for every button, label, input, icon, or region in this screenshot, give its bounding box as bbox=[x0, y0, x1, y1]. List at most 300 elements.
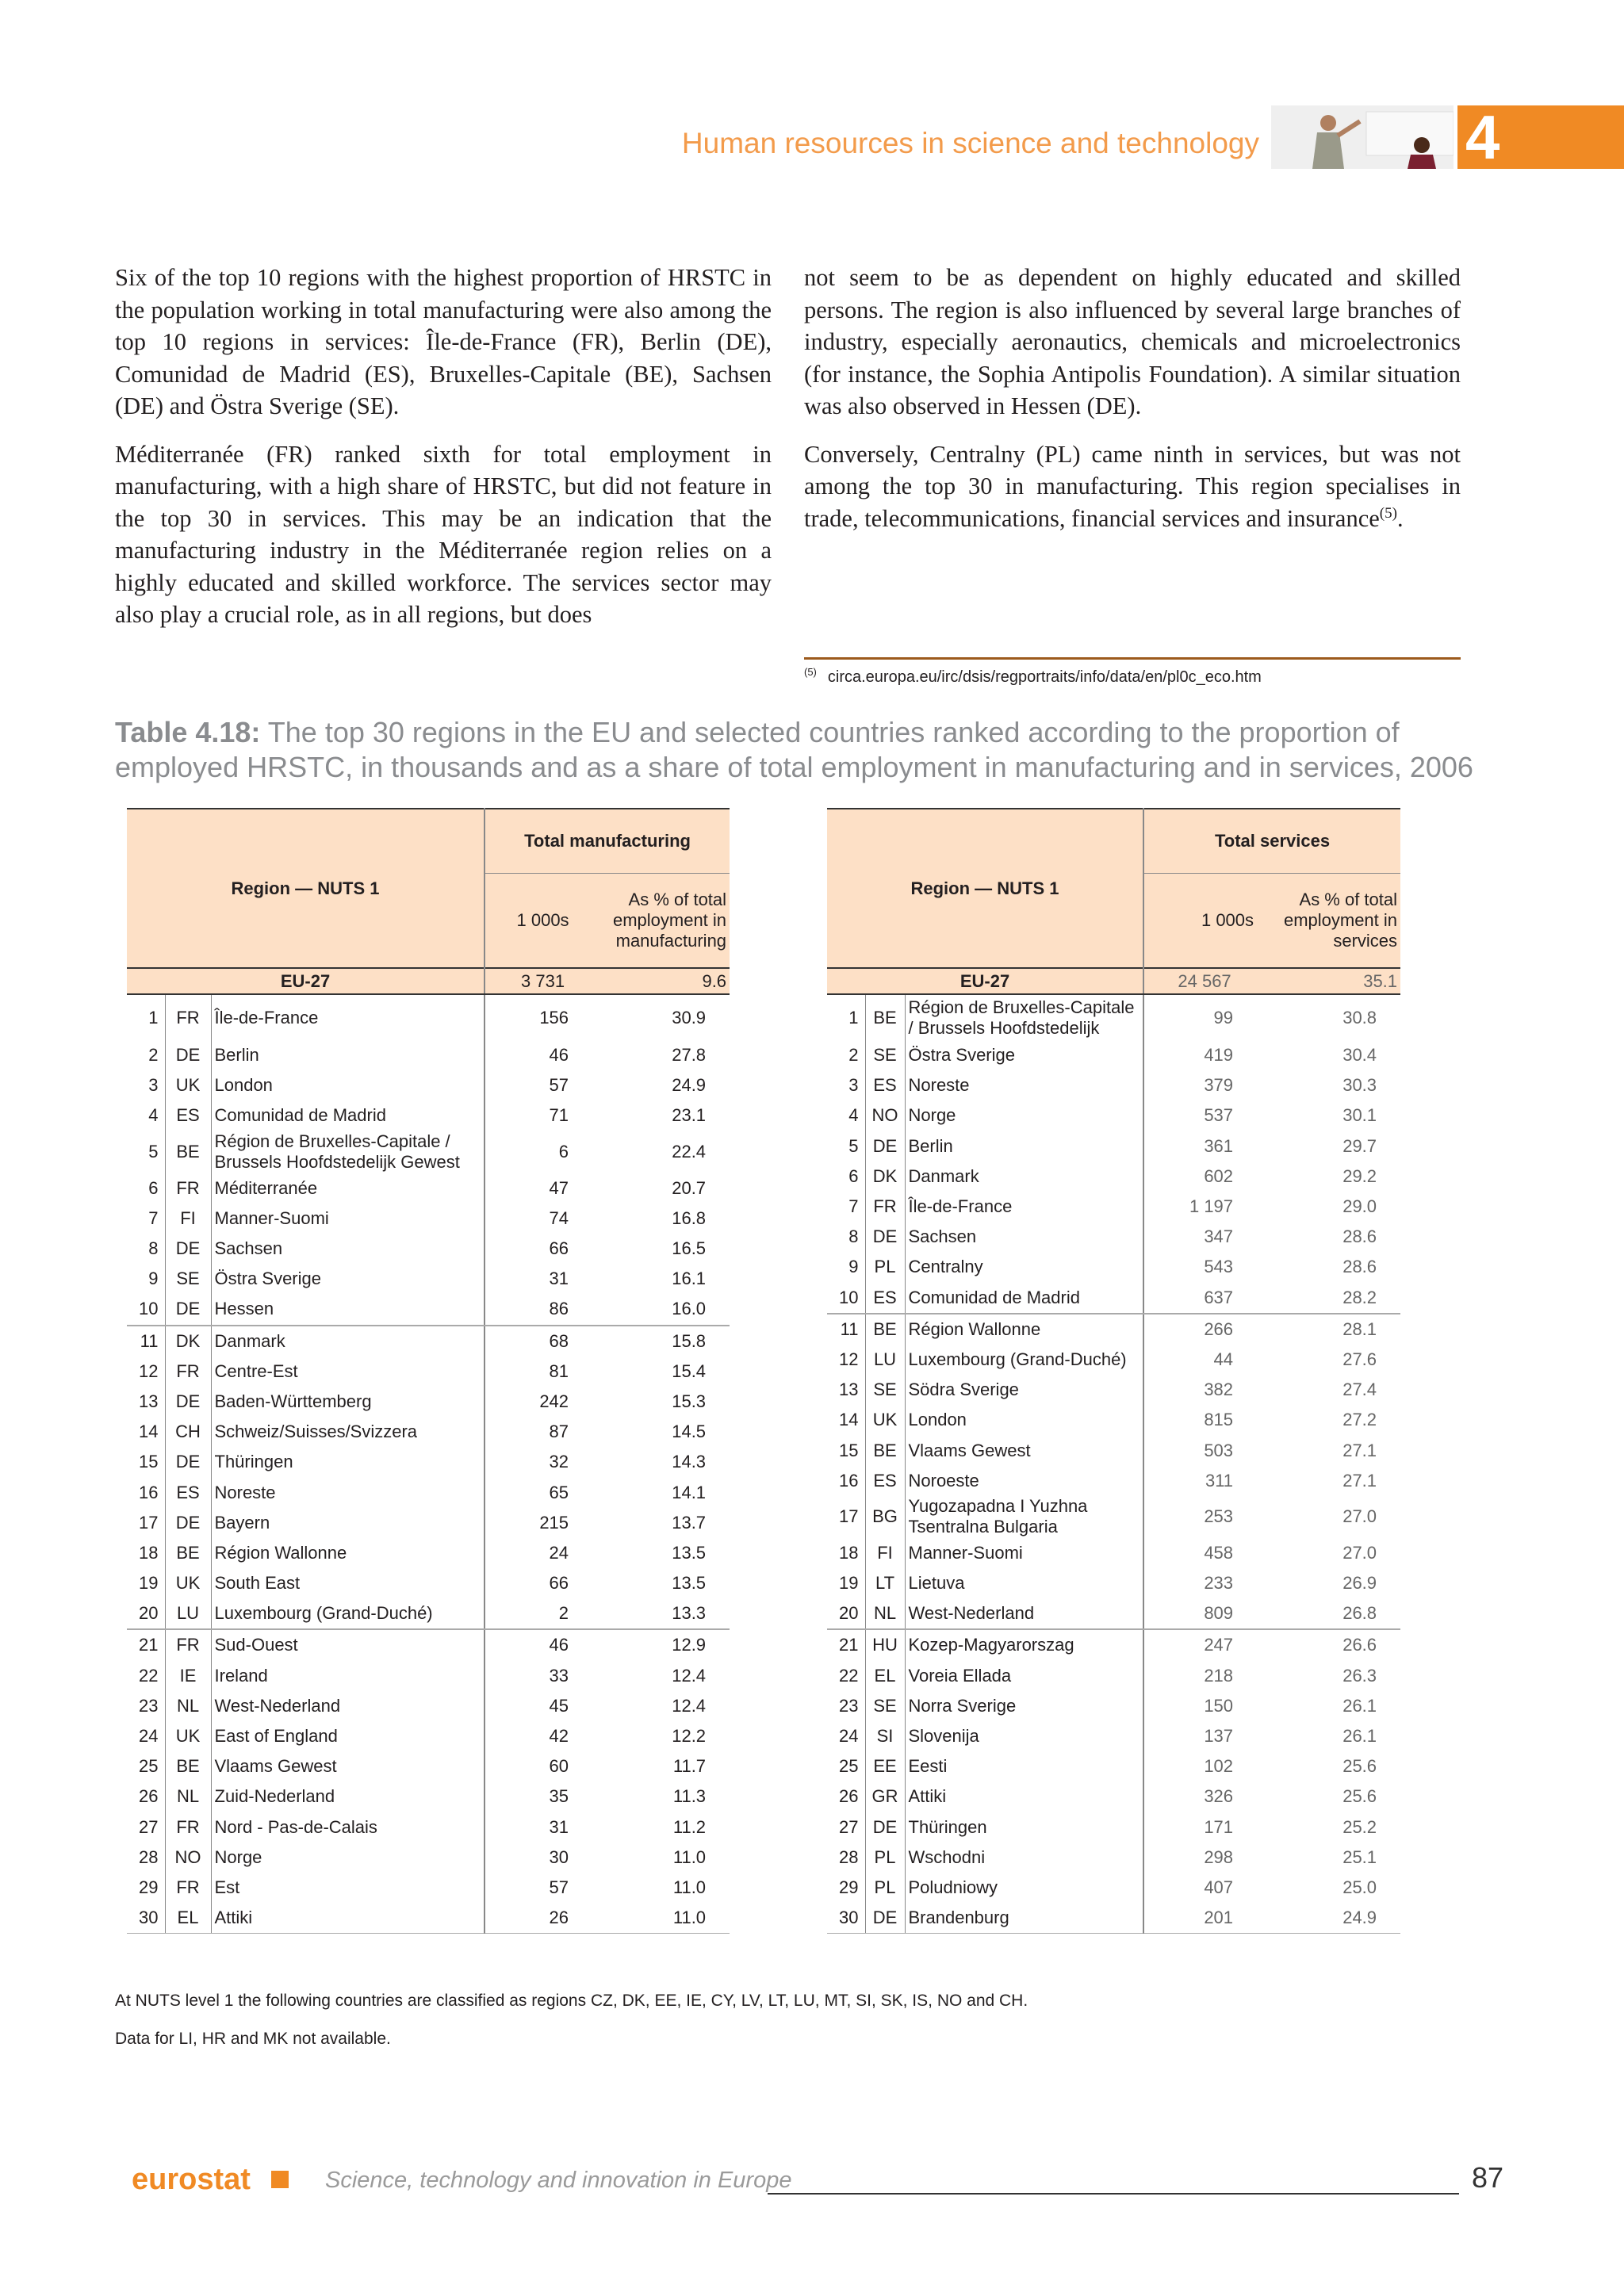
table-row bbox=[127, 1100, 730, 1131]
country-code-cell: PL bbox=[865, 1252, 905, 1282]
rank-cell: 23 bbox=[827, 1691, 865, 1721]
value-1000s-cell: 33 bbox=[549, 1665, 569, 1686]
value-percent-cell: 16.5 bbox=[672, 1238, 707, 1259]
rank-cell: 12 bbox=[827, 1345, 865, 1375]
table-row bbox=[827, 1598, 1400, 1629]
rank-cell: 8 bbox=[127, 1234, 165, 1264]
value-1000s-cell: 233 bbox=[1204, 1573, 1234, 1594]
table-row bbox=[827, 1873, 1400, 1903]
value-1000s-cell: 71 bbox=[549, 1105, 569, 1126]
rank-cell: 22 bbox=[127, 1661, 165, 1691]
region-name-cell: Berlin bbox=[905, 1131, 1143, 1161]
rank-cell: 28 bbox=[127, 1843, 165, 1873]
table-row bbox=[127, 1070, 730, 1100]
country-code-cell: DE bbox=[165, 1234, 211, 1264]
country-code-cell: UK bbox=[165, 1721, 211, 1751]
value-1000s-cell: 298 bbox=[1204, 1846, 1234, 1867]
region-name-cell: Yugozapadna I Yuzhna Tsentralna Bulgaria bbox=[905, 1496, 1143, 1538]
value-percent-cell: 27.2 bbox=[1342, 1410, 1377, 1430]
rank-cell: 3 bbox=[827, 1070, 865, 1100]
region-name-cell: Wschodni bbox=[905, 1843, 1143, 1873]
country-code-cell: FI bbox=[165, 1203, 211, 1234]
rank-cell: 11 bbox=[127, 1326, 165, 1357]
value-percent-cell: 30.9 bbox=[672, 1007, 707, 1027]
region-name-cell: Danmark bbox=[211, 1326, 485, 1357]
region-name-cell: Manner-Suomi bbox=[211, 1203, 485, 1234]
value-percent-cell: 25.6 bbox=[1342, 1756, 1377, 1777]
publication-title: Science, technology and innovation in Europe bbox=[325, 2168, 792, 2193]
country-code-cell: LU bbox=[165, 1598, 211, 1629]
value-percent-cell: 11.7 bbox=[672, 1756, 707, 1777]
value-1000s-cell: 361 bbox=[1204, 1135, 1234, 1156]
country-code-cell: DK bbox=[865, 1161, 905, 1192]
rank-cell: 1 bbox=[827, 994, 865, 1040]
country-code-cell: EE bbox=[865, 1751, 905, 1781]
country-code-cell: SE bbox=[865, 1691, 905, 1721]
region-name-cell: Hessen bbox=[211, 1294, 485, 1325]
table-caption bbox=[115, 715, 1479, 785]
table-row bbox=[127, 1721, 730, 1751]
value-1000s-cell: 253 bbox=[1204, 1506, 1234, 1527]
country-code-cell: FR bbox=[165, 994, 211, 1040]
value-percent-cell: 12.2 bbox=[672, 1726, 707, 1747]
rank-cell: 5 bbox=[827, 1131, 865, 1161]
table-row bbox=[127, 1326, 730, 1357]
body-column-right bbox=[804, 262, 1461, 550]
value-percent-cell: 25.1 bbox=[1342, 1846, 1377, 1867]
table-row bbox=[127, 994, 730, 1040]
rank-cell: 11 bbox=[827, 1314, 865, 1345]
footnote-marker: (5) bbox=[804, 666, 817, 679]
value-percent-cell: 30.3 bbox=[1342, 1075, 1377, 1096]
rank-cell: 8 bbox=[827, 1222, 865, 1252]
eu27-label: EU-27 bbox=[127, 968, 485, 994]
people-at-whiteboard-illustration bbox=[1271, 105, 1454, 169]
table-row bbox=[827, 1345, 1400, 1375]
value-1000s-cell: 46 bbox=[549, 1045, 569, 1066]
country-code-cell: DE bbox=[165, 1040, 211, 1070]
region-name-cell: West-Nederland bbox=[211, 1691, 485, 1721]
rank-cell: 9 bbox=[827, 1252, 865, 1282]
table-row bbox=[127, 1387, 730, 1417]
region-name-cell: Sachsen bbox=[211, 1234, 485, 1264]
country-code-cell: DE bbox=[865, 1812, 905, 1843]
country-code-cell: NO bbox=[865, 1100, 905, 1131]
table-row bbox=[127, 1598, 730, 1629]
table-row bbox=[127, 1903, 730, 1934]
value-percent-cell: 14.5 bbox=[672, 1422, 707, 1442]
region-name-cell: Île-de-France bbox=[905, 1192, 1143, 1222]
value-percent-cell: 29.0 bbox=[1342, 1196, 1377, 1217]
table-row bbox=[127, 1203, 730, 1234]
table-row bbox=[827, 1781, 1400, 1812]
rank-cell: 15 bbox=[127, 1447, 165, 1477]
rank-cell: 29 bbox=[827, 1873, 865, 1903]
value-1000s-cell: 47 bbox=[549, 1177, 569, 1198]
rank-cell: 16 bbox=[127, 1477, 165, 1507]
value-1000s-cell: 6 bbox=[558, 1142, 569, 1162]
table-row bbox=[827, 1100, 1400, 1131]
region-name-cell: London bbox=[211, 1070, 485, 1100]
country-code-cell: BE bbox=[165, 1131, 211, 1173]
value-1000s-cell: 382 bbox=[1204, 1380, 1234, 1400]
table-row bbox=[827, 1131, 1400, 1161]
value-1000s-cell: 24 bbox=[549, 1542, 569, 1563]
table-row bbox=[827, 1629, 1400, 1660]
rank-cell: 4 bbox=[827, 1100, 865, 1131]
table-row bbox=[827, 1903, 1400, 1934]
value-percent-cell: 11.0 bbox=[600, 1903, 730, 1934]
country-code-cell: NL bbox=[165, 1691, 211, 1721]
rank-cell: 13 bbox=[827, 1375, 865, 1405]
country-code-cell: GR bbox=[865, 1781, 905, 1812]
country-code-cell: EL bbox=[865, 1661, 905, 1691]
table-row bbox=[127, 1812, 730, 1843]
chapter-tab bbox=[1457, 102, 1624, 172]
value-1000s-cell: 35 bbox=[549, 1786, 569, 1807]
chapter-number: 4 bbox=[1465, 102, 1500, 172]
table-note: Data for LI, HR and MK not available. bbox=[115, 2030, 391, 2048]
country-code-cell: SI bbox=[865, 1721, 905, 1751]
rank-cell: 7 bbox=[127, 1203, 165, 1234]
country-code-cell: PL bbox=[865, 1843, 905, 1873]
value-1000s-cell: 60 bbox=[549, 1756, 569, 1777]
region-name-cell: Schweiz/Suisses/Svizzera bbox=[211, 1417, 485, 1447]
region-name-cell: Ireland bbox=[211, 1661, 485, 1691]
value-percent-cell: 13.3 bbox=[600, 1598, 730, 1629]
country-code-cell: UK bbox=[165, 1070, 211, 1100]
country-code-cell: FR bbox=[865, 1192, 905, 1222]
region-name-cell: Östra Sverige bbox=[211, 1264, 485, 1294]
rank-cell: 4 bbox=[127, 1100, 165, 1131]
country-code-cell: EL bbox=[165, 1903, 211, 1934]
region-name-cell: Vlaams Gewest bbox=[211, 1751, 485, 1781]
value-1000s-cell: 102 bbox=[1204, 1756, 1234, 1777]
rank-cell: 5 bbox=[127, 1131, 165, 1173]
rank-cell: 28 bbox=[827, 1843, 865, 1873]
table-row bbox=[827, 1538, 1400, 1568]
footnote-ref[interactable]: (5) bbox=[1379, 504, 1397, 522]
value-percent-cell: 28.2 bbox=[1265, 1283, 1400, 1314]
region-name-cell: Région Wallonne bbox=[211, 1538, 485, 1568]
value-percent-cell: 12.4 bbox=[672, 1695, 707, 1716]
value-1000s-cell: 326 bbox=[1204, 1786, 1234, 1807]
region-name-cell: Sud-Ouest bbox=[211, 1629, 485, 1660]
paragraph: Méditerranée (FR) ranked sixth for total employment in manufacturing, with a high share of HRSTC, but did not feature in the top 30 in services. This may be an indication that the manufacturing industry in the Méditerranée region relies on a highly educated and skilled workforce. The services sector may also play a crucial role, as in all regions, but does bbox=[115, 440, 772, 628]
region-name-cell: Méditerranée bbox=[211, 1173, 485, 1203]
rank-cell: 2 bbox=[827, 1040, 865, 1070]
value-percent-cell: 15.3 bbox=[672, 1391, 707, 1411]
col-header-1000s: 1 000s bbox=[1143, 874, 1265, 969]
region-name-cell: Kozep-Magyarorszag bbox=[905, 1629, 1143, 1660]
region-name-cell: Baden-Württemberg bbox=[211, 1387, 485, 1417]
value-1000s-cell: 266 bbox=[1204, 1318, 1234, 1339]
value-percent-cell: 30.8 bbox=[1342, 1007, 1377, 1027]
value-percent-cell: 16.8 bbox=[672, 1207, 707, 1228]
region-name-cell: Vlaams Gewest bbox=[905, 1435, 1143, 1465]
country-code-cell: SE bbox=[865, 1040, 905, 1070]
value-percent-cell: 28.6 bbox=[1342, 1226, 1377, 1247]
body-column-left bbox=[115, 262, 772, 647]
value-percent-cell: 11.2 bbox=[672, 1816, 707, 1837]
value-1000s-cell: 30 bbox=[549, 1846, 569, 1867]
table-row bbox=[127, 1131, 730, 1173]
value-1000s-cell: 45 bbox=[549, 1695, 569, 1716]
rank-cell: 16 bbox=[827, 1466, 865, 1496]
rank-cell: 18 bbox=[127, 1538, 165, 1568]
value-percent-cell: 28.1 bbox=[1342, 1318, 1377, 1339]
value-percent-cell: 14.1 bbox=[672, 1482, 707, 1502]
region-name-cell: Comunidad de Madrid bbox=[211, 1100, 485, 1131]
value-1000s-cell: 218 bbox=[1204, 1665, 1234, 1686]
value-percent-cell: 26.1 bbox=[1342, 1726, 1377, 1747]
country-code-cell: DE bbox=[865, 1222, 905, 1252]
table-row bbox=[127, 1568, 730, 1598]
table-row bbox=[827, 1314, 1400, 1345]
country-code-cell: DE bbox=[165, 1447, 211, 1477]
rank-cell: 14 bbox=[827, 1405, 865, 1435]
footnote-link[interactable]: circa.europa.eu/irc/dsis/regportraits/info/data/en/pl0c_eco.htm bbox=[827, 668, 1262, 686]
table-row bbox=[827, 1691, 1400, 1721]
rank-cell: 26 bbox=[827, 1781, 865, 1812]
rank-cell: 30 bbox=[127, 1903, 165, 1934]
eu27-percent: 35.1 bbox=[1265, 968, 1400, 994]
table-row bbox=[127, 1691, 730, 1721]
value-1000s-cell: 86 bbox=[485, 1294, 600, 1325]
value-1000s-cell: 44 bbox=[1213, 1349, 1234, 1369]
value-1000s-cell: 379 bbox=[1204, 1075, 1234, 1096]
country-code-cell: BE bbox=[165, 1751, 211, 1781]
table-row bbox=[127, 1843, 730, 1873]
paragraph bbox=[804, 438, 1461, 535]
country-code-cell: ES bbox=[865, 1466, 905, 1496]
country-code-cell: ES bbox=[165, 1477, 211, 1507]
value-percent-cell: 27.0 bbox=[1342, 1506, 1377, 1527]
value-1000s-cell: 99 bbox=[1213, 1007, 1234, 1027]
value-percent-cell: 20.7 bbox=[672, 1177, 707, 1198]
table-row bbox=[827, 1721, 1400, 1751]
country-code-cell: LU bbox=[865, 1345, 905, 1375]
rank-cell: 9 bbox=[127, 1264, 165, 1294]
table-row bbox=[127, 1508, 730, 1538]
services-table bbox=[827, 808, 1400, 1934]
table-row bbox=[127, 1661, 730, 1691]
eu27-label: EU-27 bbox=[827, 968, 1143, 994]
region-name-cell: Poludniowy bbox=[905, 1873, 1143, 1903]
value-percent-cell: 12.4 bbox=[672, 1665, 707, 1686]
region-name-cell: Thüringen bbox=[211, 1447, 485, 1477]
region-name-cell: Zuid-Nederland bbox=[211, 1781, 485, 1812]
country-code-cell: FR bbox=[165, 1357, 211, 1387]
table-row bbox=[827, 1435, 1400, 1465]
eurostat-square-icon bbox=[271, 2171, 289, 2188]
value-1000s-cell: 543 bbox=[1204, 1257, 1234, 1277]
value-1000s-cell: 31 bbox=[549, 1816, 569, 1837]
col-header-1000s: 1 000s bbox=[485, 874, 600, 969]
value-percent-cell: 26.3 bbox=[1342, 1665, 1377, 1686]
col-header-percent: As % of total employment in manufacturing bbox=[600, 874, 730, 969]
table-row bbox=[827, 1040, 1400, 1070]
footnote-divider bbox=[804, 657, 1461, 660]
region-name-cell: Centralny bbox=[905, 1252, 1143, 1282]
value-1000s-cell: 419 bbox=[1204, 1045, 1234, 1066]
value-percent-cell: 26.6 bbox=[1342, 1635, 1377, 1655]
country-code-cell: FR bbox=[165, 1873, 211, 1903]
value-percent-cell: 29.2 bbox=[1342, 1165, 1377, 1186]
table-row bbox=[127, 1357, 730, 1387]
table-row bbox=[827, 1812, 1400, 1843]
rank-cell: 6 bbox=[827, 1161, 865, 1192]
eu27-percent: 9.6 bbox=[600, 968, 730, 994]
country-code-cell: IE bbox=[165, 1661, 211, 1691]
page-number: 87 bbox=[1472, 2161, 1504, 2194]
country-code-cell: BE bbox=[165, 1538, 211, 1568]
country-code-cell: FR bbox=[165, 1812, 211, 1843]
table-row bbox=[127, 1477, 730, 1507]
table-row bbox=[827, 1161, 1400, 1192]
region-name-cell: Södra Sverige bbox=[905, 1375, 1143, 1405]
country-code-cell: DE bbox=[165, 1387, 211, 1417]
table-note: At NUTS level 1 the following countries are classified as regions CZ, DK, EE, IE, CY, LV, LT, LU, MT, SI, SK, IS, NO and CH. bbox=[115, 1992, 1028, 2010]
table-row bbox=[827, 1222, 1400, 1252]
manufacturing-table bbox=[127, 808, 730, 1934]
region-name-cell: Bayern bbox=[211, 1508, 485, 1538]
rank-cell: 26 bbox=[127, 1781, 165, 1812]
value-percent-cell: 26.9 bbox=[1342, 1573, 1377, 1594]
value-percent-cell: 16.1 bbox=[672, 1269, 707, 1289]
country-code-cell: SE bbox=[165, 1264, 211, 1294]
value-percent-cell: 13.5 bbox=[672, 1542, 707, 1563]
rank-cell: 23 bbox=[127, 1691, 165, 1721]
rank-cell: 19 bbox=[827, 1568, 865, 1598]
rank-cell: 27 bbox=[127, 1812, 165, 1843]
table-row bbox=[827, 1375, 1400, 1405]
table-row bbox=[127, 1040, 730, 1070]
region-name-cell: Norge bbox=[211, 1843, 485, 1873]
value-percent-cell: 13.7 bbox=[672, 1512, 707, 1533]
rank-cell: 20 bbox=[827, 1598, 865, 1629]
value-1000s-cell: 31 bbox=[549, 1269, 569, 1289]
value-1000s-cell: 311 bbox=[1205, 1470, 1234, 1490]
value-1000s-cell: 81 bbox=[549, 1360, 569, 1381]
value-1000s-cell: 32 bbox=[549, 1452, 569, 1472]
services-rows bbox=[827, 994, 1400, 1934]
region-name-cell: South East bbox=[211, 1568, 485, 1598]
rank-cell: 10 bbox=[127, 1294, 165, 1325]
rank-cell: 30 bbox=[827, 1903, 865, 1934]
rank-cell: 21 bbox=[127, 1629, 165, 1660]
value-1000s-cell: 1 197 bbox=[1189, 1196, 1234, 1217]
value-1000s-cell: 65 bbox=[549, 1482, 569, 1502]
rank-cell: 6 bbox=[127, 1173, 165, 1203]
region-name-cell: Eesti bbox=[905, 1751, 1143, 1781]
paragraph: not seem to be as dependent on highly educated and skilled persons. The region is also influenced by several large branches of industry, especially aeronautics, chemicals and microelectronics (for instance, the Sophia Antipolis Foundation). A similar situation was also observed in Hessen (DE). bbox=[804, 264, 1461, 419]
region-name-cell: Comunidad de Madrid bbox=[905, 1283, 1143, 1314]
value-1000s-cell: 503 bbox=[1204, 1440, 1234, 1460]
footnote bbox=[804, 668, 1262, 687]
rank-cell: 25 bbox=[127, 1751, 165, 1781]
value-1000s-cell: 637 bbox=[1143, 1283, 1265, 1314]
rank-cell: 2 bbox=[127, 1040, 165, 1070]
region-name-cell: Lietuva bbox=[905, 1568, 1143, 1598]
region-name-cell: Luxembourg (Grand-Duché) bbox=[905, 1345, 1143, 1375]
value-percent-cell: 30.1 bbox=[1342, 1105, 1377, 1126]
table-row bbox=[127, 1447, 730, 1477]
country-code-cell: NO bbox=[165, 1843, 211, 1873]
value-percent-cell: 28.6 bbox=[1342, 1257, 1377, 1277]
rank-cell: 25 bbox=[827, 1751, 865, 1781]
table-row bbox=[827, 1661, 1400, 1691]
table-row bbox=[127, 1538, 730, 1568]
region-name-cell: Voreia Ellada bbox=[905, 1661, 1143, 1691]
value-percent-cell: 15.8 bbox=[672, 1330, 707, 1351]
value-1000s-cell: 809 bbox=[1143, 1598, 1265, 1629]
table-row bbox=[827, 1568, 1400, 1598]
paragraph: Six of the top 10 regions with the highest proportion of HRSTC in the population working in total manufacturing were also among the top 10 regions in services: Île-de-France (FR), Berlin (DE), Comunidad de Madrid (ES), Bruxelles-Capitale (BE), Sachsen (DE) and Östra Sverige (SE). bbox=[115, 264, 772, 419]
region-name-cell: Noreste bbox=[211, 1477, 485, 1507]
country-code-cell: CH bbox=[165, 1417, 211, 1447]
country-code-cell: ES bbox=[865, 1283, 905, 1314]
value-percent-cell: 24.9 bbox=[1265, 1903, 1400, 1934]
value-1000s-cell: 171 bbox=[1204, 1816, 1234, 1837]
country-code-cell: DE bbox=[165, 1508, 211, 1538]
rank-cell: 15 bbox=[827, 1435, 865, 1465]
table-row bbox=[827, 1405, 1400, 1435]
value-1000s-cell: 68 bbox=[549, 1330, 569, 1351]
region-name-cell: East of England bbox=[211, 1721, 485, 1751]
paragraph-end: . bbox=[1396, 504, 1404, 532]
rank-cell: 7 bbox=[827, 1192, 865, 1222]
value-percent-cell: 14.3 bbox=[672, 1452, 707, 1472]
rank-cell: 20 bbox=[127, 1598, 165, 1629]
table-row bbox=[127, 1264, 730, 1294]
rank-cell: 19 bbox=[127, 1568, 165, 1598]
footer-rule bbox=[768, 2193, 1459, 2195]
table-row bbox=[827, 1751, 1400, 1781]
region-name-cell: Noroeste bbox=[905, 1466, 1143, 1496]
value-percent-cell: 26.1 bbox=[1342, 1695, 1377, 1716]
table-label: Table 4.18: bbox=[115, 716, 261, 748]
value-1000s-cell: 42 bbox=[549, 1726, 569, 1747]
table-row bbox=[827, 1283, 1400, 1314]
value-1000s-cell: 46 bbox=[549, 1635, 569, 1655]
value-percent-cell: 24.9 bbox=[672, 1075, 707, 1096]
country-code-cell: DE bbox=[865, 1131, 905, 1161]
value-1000s-cell: 57 bbox=[549, 1075, 569, 1096]
col-header-percent: As % of total employment in services bbox=[1265, 874, 1400, 969]
value-percent-cell: 27.0 bbox=[1342, 1542, 1377, 1563]
country-code-cell: ES bbox=[165, 1100, 211, 1131]
country-code-cell: FR bbox=[165, 1173, 211, 1203]
value-1000s-cell: 201 bbox=[1143, 1903, 1265, 1934]
value-percent-cell: 23.1 bbox=[672, 1105, 707, 1126]
rank-cell: 14 bbox=[127, 1417, 165, 1447]
region-name-cell: Est bbox=[211, 1873, 485, 1903]
country-code-cell: PL bbox=[865, 1873, 905, 1903]
value-percent-cell: 26.8 bbox=[1265, 1598, 1400, 1629]
country-code-cell: BE bbox=[865, 994, 905, 1040]
table-row bbox=[827, 1496, 1400, 1538]
value-1000s-cell: 2 bbox=[485, 1598, 600, 1629]
value-1000s-cell: 66 bbox=[549, 1573, 569, 1594]
running-header-title: Human resources in science and technology bbox=[681, 127, 1259, 159]
eu27-1000s: 3 731 bbox=[485, 968, 600, 994]
region-name-cell: Thüringen bbox=[905, 1812, 1143, 1843]
country-code-cell: DE bbox=[165, 1294, 211, 1325]
rank-cell: 17 bbox=[827, 1496, 865, 1538]
region-name-cell: Slovenija bbox=[905, 1721, 1143, 1751]
region-name-cell: Danmark bbox=[905, 1161, 1143, 1192]
